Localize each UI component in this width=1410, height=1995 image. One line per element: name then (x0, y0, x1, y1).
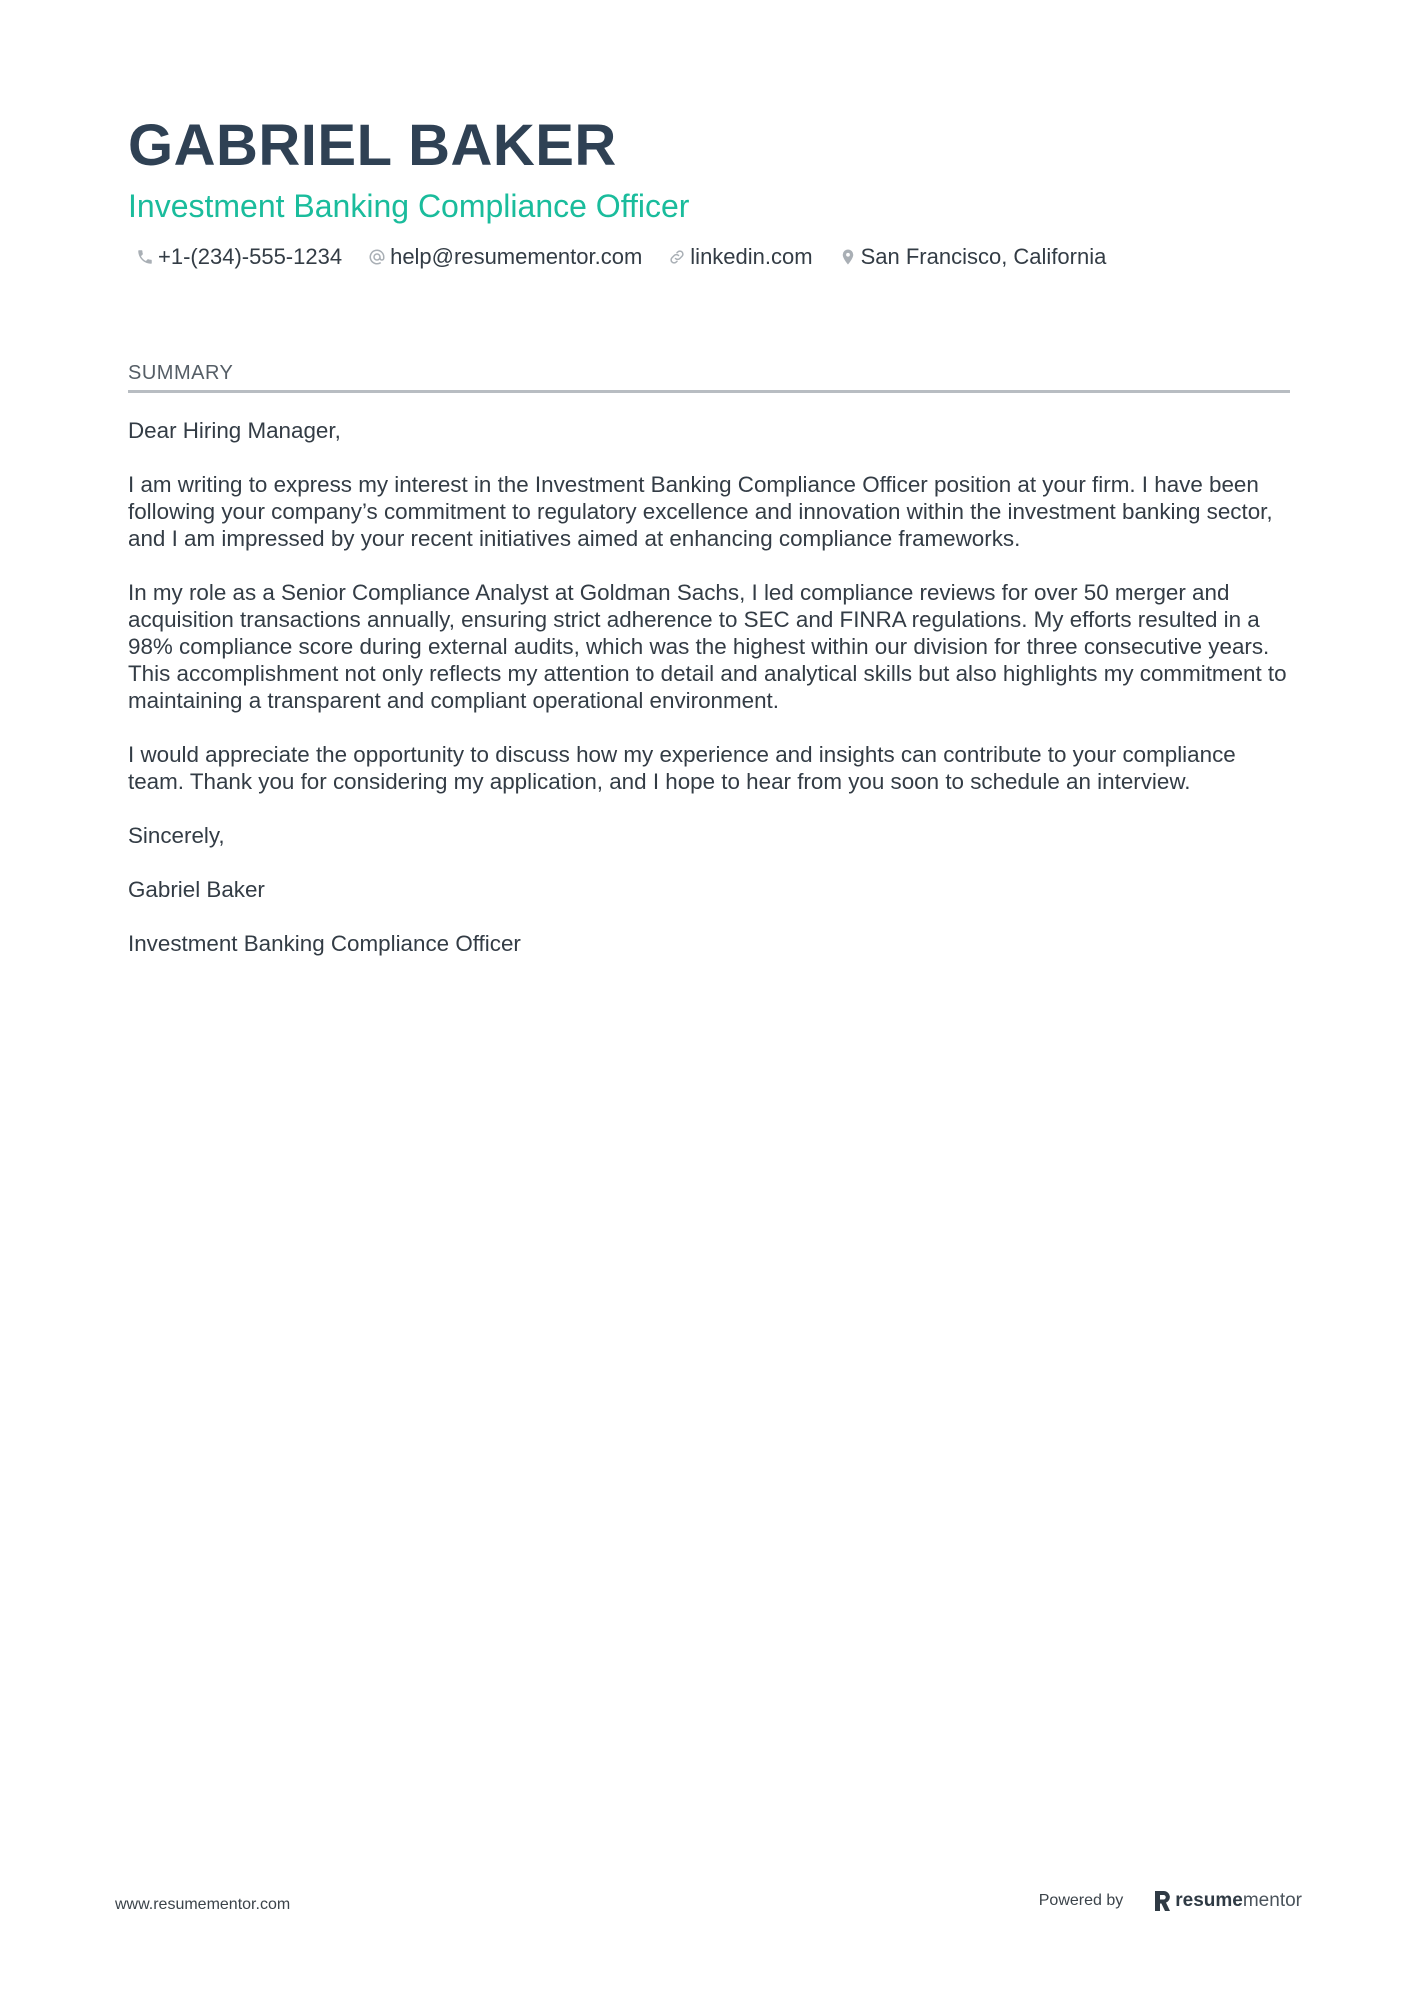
phone-icon (136, 248, 154, 266)
at-icon (368, 248, 386, 266)
candidate-role: Investment Banking Compliance Officer (128, 188, 690, 224)
contact-location (839, 242, 1107, 272)
paragraph-2: In my role as a Senior Compliance Analyst at Goldman Sachs, I led compliance reviews for over 50 merger and acquisition transactions annually, ensuring strict adherence to SEC and FINRA regulations. My efforts resulted in a 98% compliance score during external audits, which was the highest within our division for three consecutive years. This accomplishment not only reflects my attention to detail and analytical skills but also highlights my commitment to maintaining a transparent and compliant operational environment. (128, 580, 1287, 713)
letter-body (128, 417, 1290, 957)
location-pin-icon (839, 248, 857, 266)
closing: Sincerely, (128, 823, 225, 848)
contact-email (368, 242, 642, 272)
paragraph-1: I am writing to express my interest in the Investment Banking Compliance Officer position at your firm. I have been following your company’s commitment to regulatory excellence and innovation within the investment banking sector, and I am impressed by your recent initiatives aimed at enhancing compliance frameworks. (128, 472, 1273, 551)
linkedin-text[interactable]: linkedin.com (690, 244, 813, 269)
phone-text[interactable]: +1-(234)-555-1234 (158, 244, 343, 269)
brand-name-bold: resume (1175, 1890, 1243, 1911)
signature-name: Gabriel Baker (128, 877, 265, 902)
email-text[interactable]: help@resumementor.com (390, 244, 643, 269)
brand-name-light: mentor (1242, 1890, 1302, 1911)
link-icon (668, 248, 686, 266)
brand-logo[interactable] (1153, 1890, 1302, 1912)
greeting: Dear Hiring Manager, (128, 418, 341, 443)
paragraph-3: I would appreciate the opportunity to discuss how my experience and insights can contribute to your compliance team. Thank you for considering my application, and I hope to hear from you soon to schedule an interview. (128, 742, 1236, 794)
summary-heading: SUMMARY (128, 360, 1290, 393)
candidate-name: GABRIEL BAKER (128, 113, 617, 178)
contact-phone (136, 242, 342, 272)
contact-linkedin (668, 242, 812, 272)
signature-title: Investment Banking Compliance Officer (128, 931, 521, 956)
letter-content (128, 110, 1290, 984)
location-text: San Francisco, California (860, 244, 1107, 269)
resumementor-logo-icon (1153, 1890, 1171, 1912)
footer-website[interactable]: www.resumementor.com (115, 1896, 291, 1913)
contact-bar (128, 242, 1290, 272)
footer-branding (1039, 1890, 1302, 1912)
powered-by-label: Powered by (1038, 1892, 1124, 1909)
